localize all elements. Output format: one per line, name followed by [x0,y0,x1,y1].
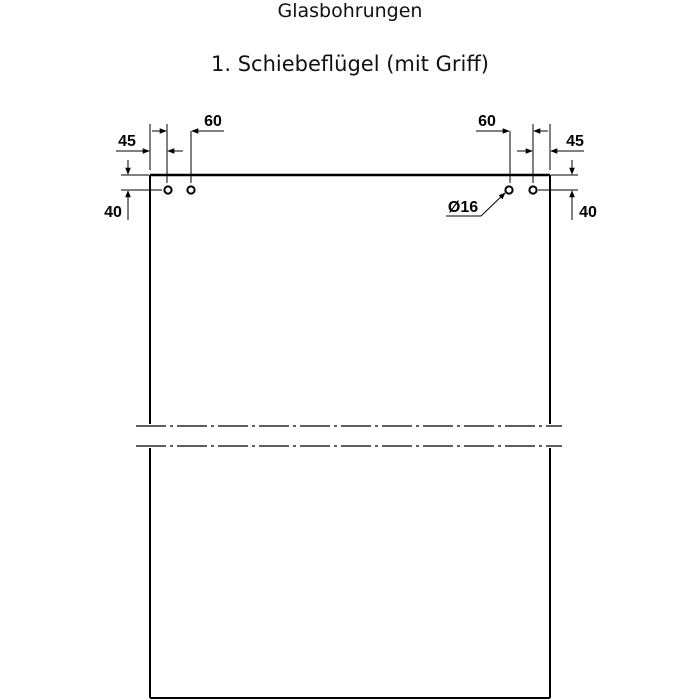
hole-right-inner [505,186,512,193]
hole-left-outer [164,186,171,193]
glass-panel [150,175,550,698]
dim-right-hole-spacing: 60 [478,113,496,130]
drill-holes [164,186,536,193]
drawing-title: Glasbohrungen [277,0,423,22]
hole-left-inner [187,186,194,193]
dimension-lines [116,124,584,220]
drawing-subtitle: 1. Schiebeflügel (mit Griff) [211,52,489,76]
dim-left-edge-offset: 45 [118,133,136,150]
break-lines [136,426,562,446]
dim-right-edge-offset: 45 [566,133,584,150]
hole-right-outer [529,186,536,193]
dim-right-top-offset: 40 [579,204,597,221]
dim-left-top-offset: 40 [104,204,122,221]
dim-left-hole-spacing: 60 [204,113,222,130]
dim-hole-diameter: Ø16 [447,199,479,216]
